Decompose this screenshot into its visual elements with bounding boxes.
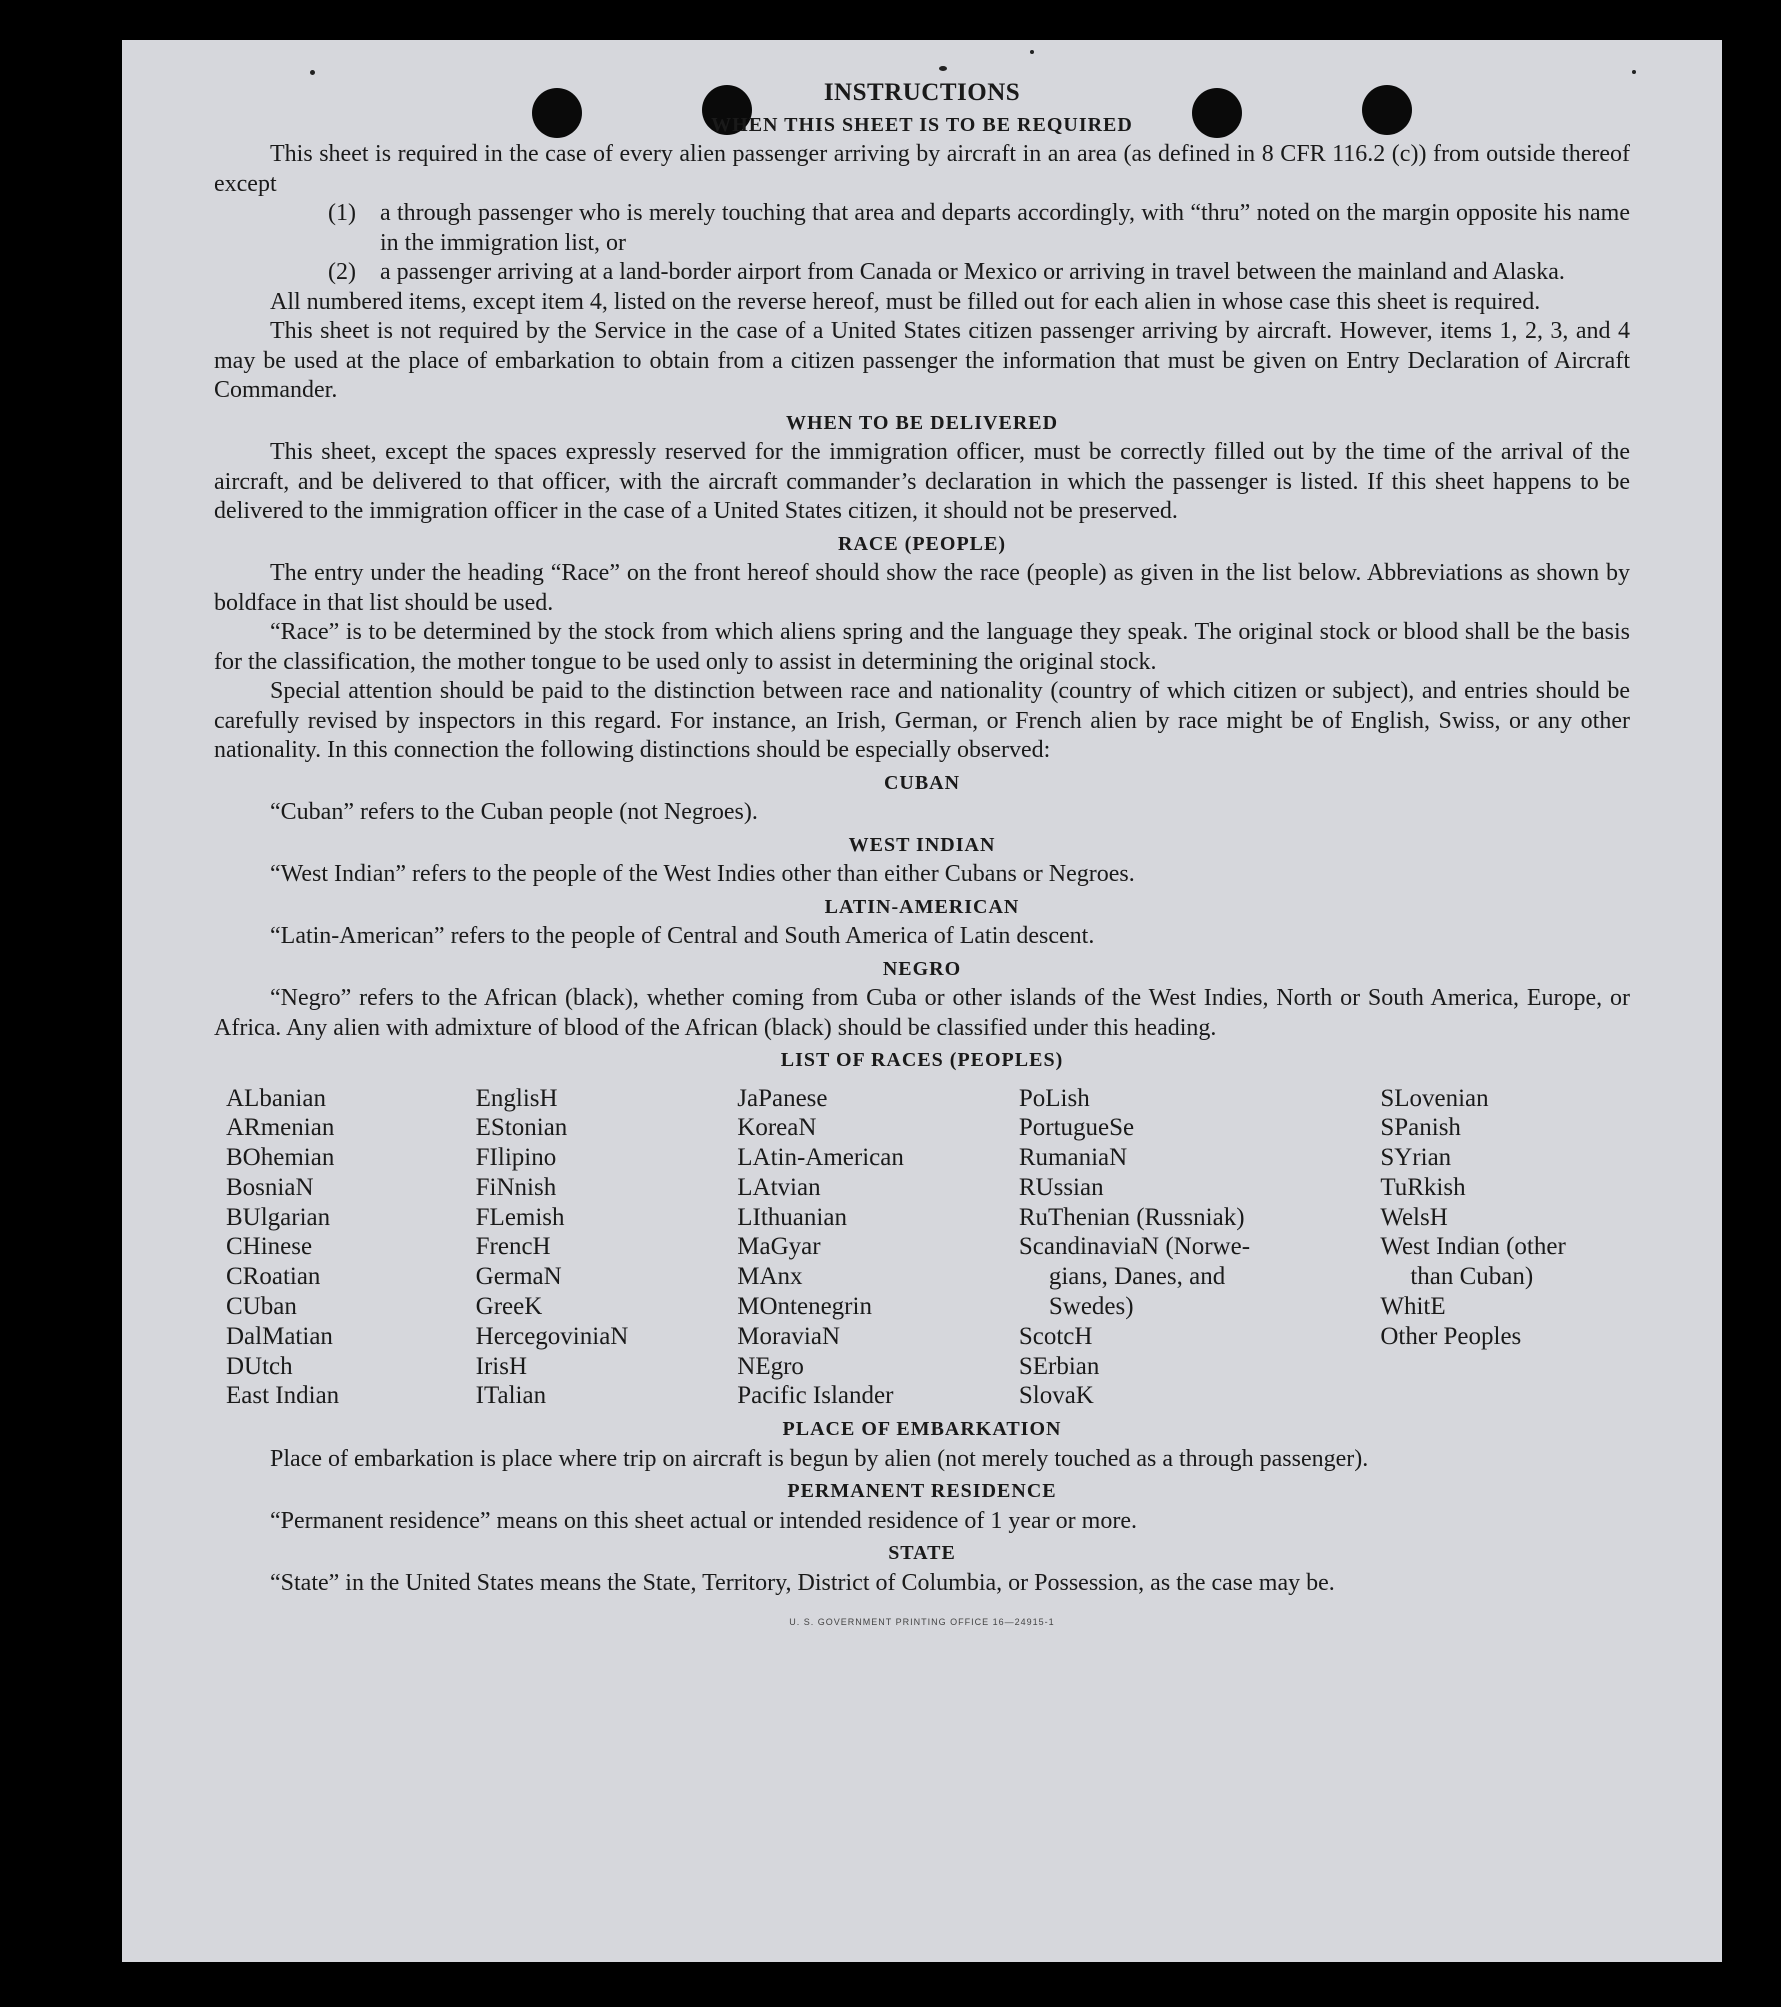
race-entry: TuRkish xyxy=(1380,1173,1466,1201)
race-entry: MOntenegrin xyxy=(737,1293,872,1321)
races-column-3 xyxy=(737,1084,1019,1412)
race-entry: KoreaN xyxy=(737,1114,817,1142)
race-entry: East Indian xyxy=(226,1382,340,1410)
race-entry: SPanish xyxy=(1380,1114,1461,1142)
races-column-2 xyxy=(476,1084,738,1412)
race-paragraph-2: “Race” is to be determined by the stock from which aliens spring and the language they speak. The original stock or blood shall be the basis for the classification, the mother tongue to be used only to assist in determining the original stock. xyxy=(214,619,1630,675)
race-entry: PoLish xyxy=(1018,1084,1090,1112)
race-entry: NEgro xyxy=(737,1352,804,1380)
item-number: (1) xyxy=(328,200,356,226)
race-entry: ScandinaviaN (Norwe- xyxy=(1018,1233,1251,1261)
race-entry: GermaN xyxy=(475,1263,562,1291)
race-entry: gians, Danes, and xyxy=(1048,1263,1226,1291)
races-column-5 xyxy=(1380,1084,1630,1412)
race-entry: SErbian xyxy=(1018,1352,1100,1380)
required-paragraph-3: This sheet is not required by the Service in the case of a United States citizen passenger arriving by aircraft. However, items 1, 2, 3, and 4 may be used at the place of embarkation to obtain from a citizen passenger the information that must be given on Entry Declaration of Aircraft Commander. xyxy=(214,318,1630,403)
race-entry: FrencH xyxy=(475,1233,551,1261)
negro-text: “Negro” refers to the African (black), whether coming from Cuba or other islands of the West Indies, North or South America, Europe, or Africa. Any alien with admixture of blood of the African (black) should be classified under this heading. xyxy=(214,985,1630,1041)
race-entry: MaGyar xyxy=(737,1233,821,1261)
race-entry: BOhemian xyxy=(226,1144,335,1172)
race-entry: ARmenian xyxy=(226,1114,335,1142)
race-entry: ScotcH xyxy=(1018,1322,1093,1350)
race-entry: CHinese xyxy=(226,1233,313,1261)
item-number: (2) xyxy=(328,259,356,285)
race-entry: DUtch xyxy=(226,1352,293,1380)
delivered-text: This sheet, except the spaces expressly reserved for the immigration officer, must be correctly filled out by the time of the arrival of the aircraft, and be delivered to that officer, with the aircraft commander’s declaration in which the passenger is listed. If this sheet happens to be delivered to the immigration officer in the case of a United States citizen, it should not be preserved. xyxy=(214,439,1630,524)
heading-residence: PERMANENT RESIDENCE xyxy=(787,1480,1057,1503)
race-paragraph-3: Special attention should be paid to the distinction between race and nationality (country of which citizen or subject), and entries should be carefully revised by inspectors in this regard. For instance, an Irish, German, or French alien by race might be of English, Swiss, or any other nationality. In this connection the following distinctions should be especially observed: xyxy=(214,678,1630,763)
race-entry: LAtin-American xyxy=(737,1144,904,1172)
state-text: “State” in the United States means the State, Territory, District of Columbia, or Possession, as the case may be. xyxy=(270,1569,1335,1596)
document-sheet xyxy=(122,40,1722,1962)
race-entry: Other Peoples xyxy=(1380,1322,1522,1350)
speck xyxy=(310,70,315,75)
race-entry: MoraviaN xyxy=(737,1322,841,1350)
race-entry: DalMatian xyxy=(226,1322,333,1350)
race-entry: FLemish xyxy=(475,1203,565,1231)
embarkation-text: Place of embarkation is place where trip on aircraft is begun by alien (not merely touched as a through passenger). xyxy=(270,1445,1369,1472)
race-entry: JaPanese xyxy=(737,1084,828,1112)
race-entry: BosniaN xyxy=(226,1173,314,1201)
printing-office-footer: U. S. GOVERNMENT PRINTING OFFICE 16—24915-1 xyxy=(789,1617,1055,1628)
race-entry: GreeK xyxy=(475,1293,543,1321)
race-entry: EStonian xyxy=(475,1114,568,1142)
race-entry: RuThenian (Russniak) xyxy=(1018,1203,1245,1231)
instructions-content xyxy=(214,78,1630,1638)
speck xyxy=(1030,50,1034,54)
heading-embarkation: PLACE OF EMBARKATION xyxy=(782,1418,1062,1441)
race-entry: CUban xyxy=(226,1293,297,1321)
race-entry: West Indian (other xyxy=(1380,1233,1566,1261)
race-entry: WelsH xyxy=(1380,1203,1448,1231)
race-entry: ITalian xyxy=(475,1382,547,1410)
heading-race: RACE (PEOPLE) xyxy=(838,532,1006,555)
required-paragraph-2: All numbered items, except item 4, listed on the reverse hereof, must be filled out for each alien in whose case this sheet is required. xyxy=(270,288,1541,315)
race-entry: LAtvian xyxy=(737,1173,821,1201)
race-entry: SYrian xyxy=(1380,1144,1452,1172)
page-title: INSTRUCTIONS xyxy=(823,79,1021,106)
exception-item xyxy=(214,199,1630,258)
race-entry: WhitE xyxy=(1380,1293,1446,1321)
heading-delivered: WHEN TO BE DELIVERED xyxy=(785,411,1059,434)
races-column-1 xyxy=(226,1084,476,1412)
race-entry: HercegoviniaN xyxy=(475,1322,629,1350)
speck xyxy=(939,66,947,71)
race-entry: BUlgarian xyxy=(226,1203,331,1231)
races-list xyxy=(226,1084,1630,1412)
race-paragraph-1: The entry under the heading “Race” on the front hereof should show the race (people) as given in the list below. Abbreviations as shown by boldface in that list should be used. xyxy=(214,560,1630,616)
heading-west-indian: WEST INDIAN xyxy=(848,833,996,856)
races-column-4 xyxy=(1019,1084,1380,1412)
heading-negro: NEGRO xyxy=(882,957,962,980)
race-entry: FiNnish xyxy=(475,1173,557,1201)
heading-list-of-races: LIST OF RACES (PEOPLES) xyxy=(780,1049,1064,1071)
race-entry: CRoatian xyxy=(226,1263,321,1291)
race-entry: ALbanian xyxy=(226,1084,326,1112)
race-entry: Swedes) xyxy=(1048,1293,1134,1321)
item-text: a through passenger who is merely touching that area and departs accordingly, with “thru” noted on the margin opposite his name in the immigration list, or xyxy=(380,200,1630,256)
heading-latin-american: LATIN-AMERICAN xyxy=(824,895,1020,918)
race-entry: PortugueSe xyxy=(1018,1114,1135,1142)
race-entry: LIthuanian xyxy=(737,1203,847,1231)
exception-item xyxy=(214,258,1630,288)
heading-cuban: CUBAN xyxy=(883,771,961,794)
residence-text: “Permanent residence” means on this sheet actual or intended residence of 1 year or more. xyxy=(270,1507,1137,1534)
required-intro: This sheet is required in the case of every alien passenger arriving by aircraft in an area (as defined in 8 CFR 116.2 (c)) from outside thereof except xyxy=(214,141,1630,197)
race-entry: FIlipino xyxy=(475,1144,557,1172)
race-entry: RumaniaN xyxy=(1018,1144,1128,1172)
heading-required: WHEN THIS SHEET IS TO BE REQUIRED xyxy=(711,113,1133,136)
race-entry: SlovaK xyxy=(1018,1382,1094,1410)
race-entry: IrisH xyxy=(475,1352,528,1380)
cuban-text: “Cuban” refers to the Cuban people (not Negroes). xyxy=(270,799,758,825)
race-entry: RUssian xyxy=(1018,1173,1104,1201)
speck xyxy=(1632,70,1636,74)
race-entry: than Cuban) xyxy=(1410,1263,1534,1291)
race-entry: Pacific Islander xyxy=(737,1382,894,1410)
item-text: a passenger arriving at a land-border airport from Canada or Mexico or arriving in travel between the mainland and Alaska. xyxy=(380,259,1565,285)
race-entry: EnglisH xyxy=(475,1084,558,1112)
race-entry: SLovenian xyxy=(1380,1084,1489,1112)
race-entry: MAnx xyxy=(737,1263,803,1291)
west-indian-text: “West Indian” refers to the people of the West Indies other than either Cubans or Negroes. xyxy=(270,861,1135,887)
latin-american-text: “Latin-American” refers to the people of Central and South America of Latin descent. xyxy=(270,923,1095,949)
heading-state: STATE xyxy=(888,1542,956,1565)
